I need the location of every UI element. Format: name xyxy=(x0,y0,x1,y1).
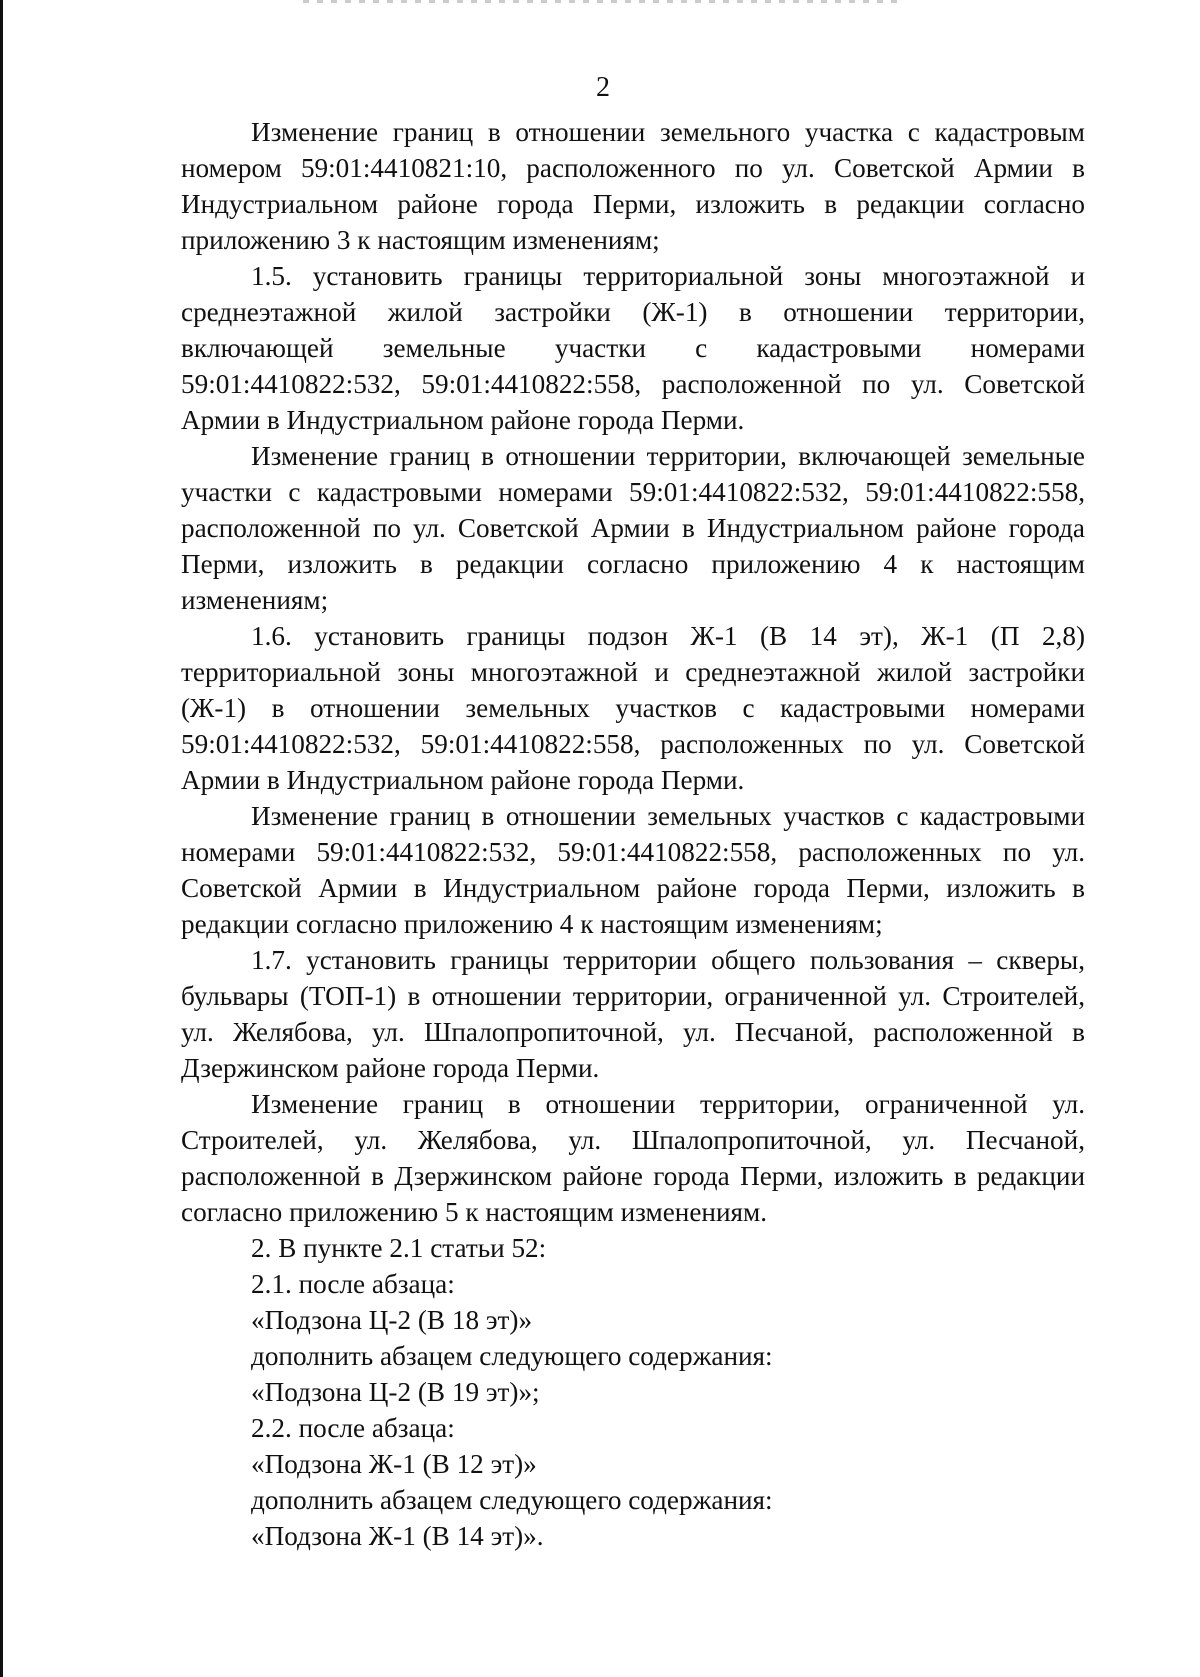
line-supplement-2: дополнить абзацем следующего содержания: xyxy=(251,1485,773,1515)
paragraph-boundary-change-59-01-4410821-10: Изменение границ в отношении земельного участка с кадастровым номером 59:01:4410821:10, расположенного по ул. Советской Армии в Индустриальном районе города Перми, изложить в редакции согласно приложению 3 к настоящим изменениям; xyxy=(181,117,1085,255)
paragraph-item-1-6: 1.6. установить границы подзон Ж-1 (В 14 эт), Ж-1 (П 2,8) территориальной зоны многоэтажной и среднеэтажной жилой застройки (Ж-1) в отношении земельных участков с кадастровыми номерами 59:01:4410822:532, 59:01:4410822:558, расположенных по ул. Советской Армии в Индустриальном районе города Перми. xyxy=(181,621,1085,795)
line-item-2-1: 2.1. после абзаца: xyxy=(251,1269,455,1299)
line-quote-c2-19: «Подзона Ц-2 (В 19 эт)»; xyxy=(251,1377,540,1407)
paragraph-boundary-change-plots: Изменение границ в отношении земельных участков с кадастровыми номерами 59:01:4410822:532, 59:01:4410822:558, расположенных по ул. Советской Армии в Индустриальном районе города Перми, изложить в редакции согласно приложению 4 к настоящим изменениям; xyxy=(181,801,1085,939)
line-item-2-2: 2.2. после абзаца: xyxy=(251,1413,455,1443)
page-number: 2 xyxy=(596,72,610,103)
line-quote-zh1-14: «Подзона Ж-1 (В 14 эт)». xyxy=(251,1521,544,1551)
document-body xyxy=(181,114,1085,1554)
paragraph-boundary-change-top-1: Изменение границ в отношении территории, ограниченной ул. Строителей, ул. Желябова, ул. Шпалопропиточной, ул. Песчаной, расположенной в Дзержинском районе города Перми, изложить в редакции согласно приложению 5 к настоящим изменениям. xyxy=(181,1089,1085,1227)
line-quote-zh1-12: «Подзона Ж-1 (В 12 эт)» xyxy=(251,1449,537,1479)
paragraph-item-1-7: 1.7. установить границы территории общего пользования – скверы, бульвары (ТОП-1) в отношении территории, ограниченной ул. Строителей, ул. Желябова, ул. Шпалопропиточной, ул. Песчаной, расположенной в Дзержинском районе города Перми. xyxy=(181,945,1085,1083)
line-quote-c2-18: «Подзона Ц-2 (В 18 эт)» xyxy=(251,1305,533,1335)
line-supplement-1: дополнить абзацем следующего содержания: xyxy=(251,1341,773,1371)
scan-edge-artifact xyxy=(303,0,903,3)
line-item-2: 2. В пункте 2.1 статьи 52: xyxy=(251,1233,547,1263)
paragraph-item-1-5: 1.5. установить границы территориальной зоны многоэтажной и среднеэтажной жилой застройки (Ж-1) в отношении территории, включающей земельные участки с кадастровыми номерами 59:01:4410822:532, 59:01:4410822:558, расположенной по ул. Советской Армии в Индустриальном районе города Перми. xyxy=(181,261,1085,435)
paragraph-boundary-change-territory: Изменение границ в отношении территории, включающей земельные участки с кадастровыми номерами 59:01:4410822:532, 59:01:4410822:558, расположенной по ул. Советской Армии в Индустриальном районе города Перми, изложить в редакции согласно приложению 4 к настоящим изменениям; xyxy=(181,441,1085,615)
